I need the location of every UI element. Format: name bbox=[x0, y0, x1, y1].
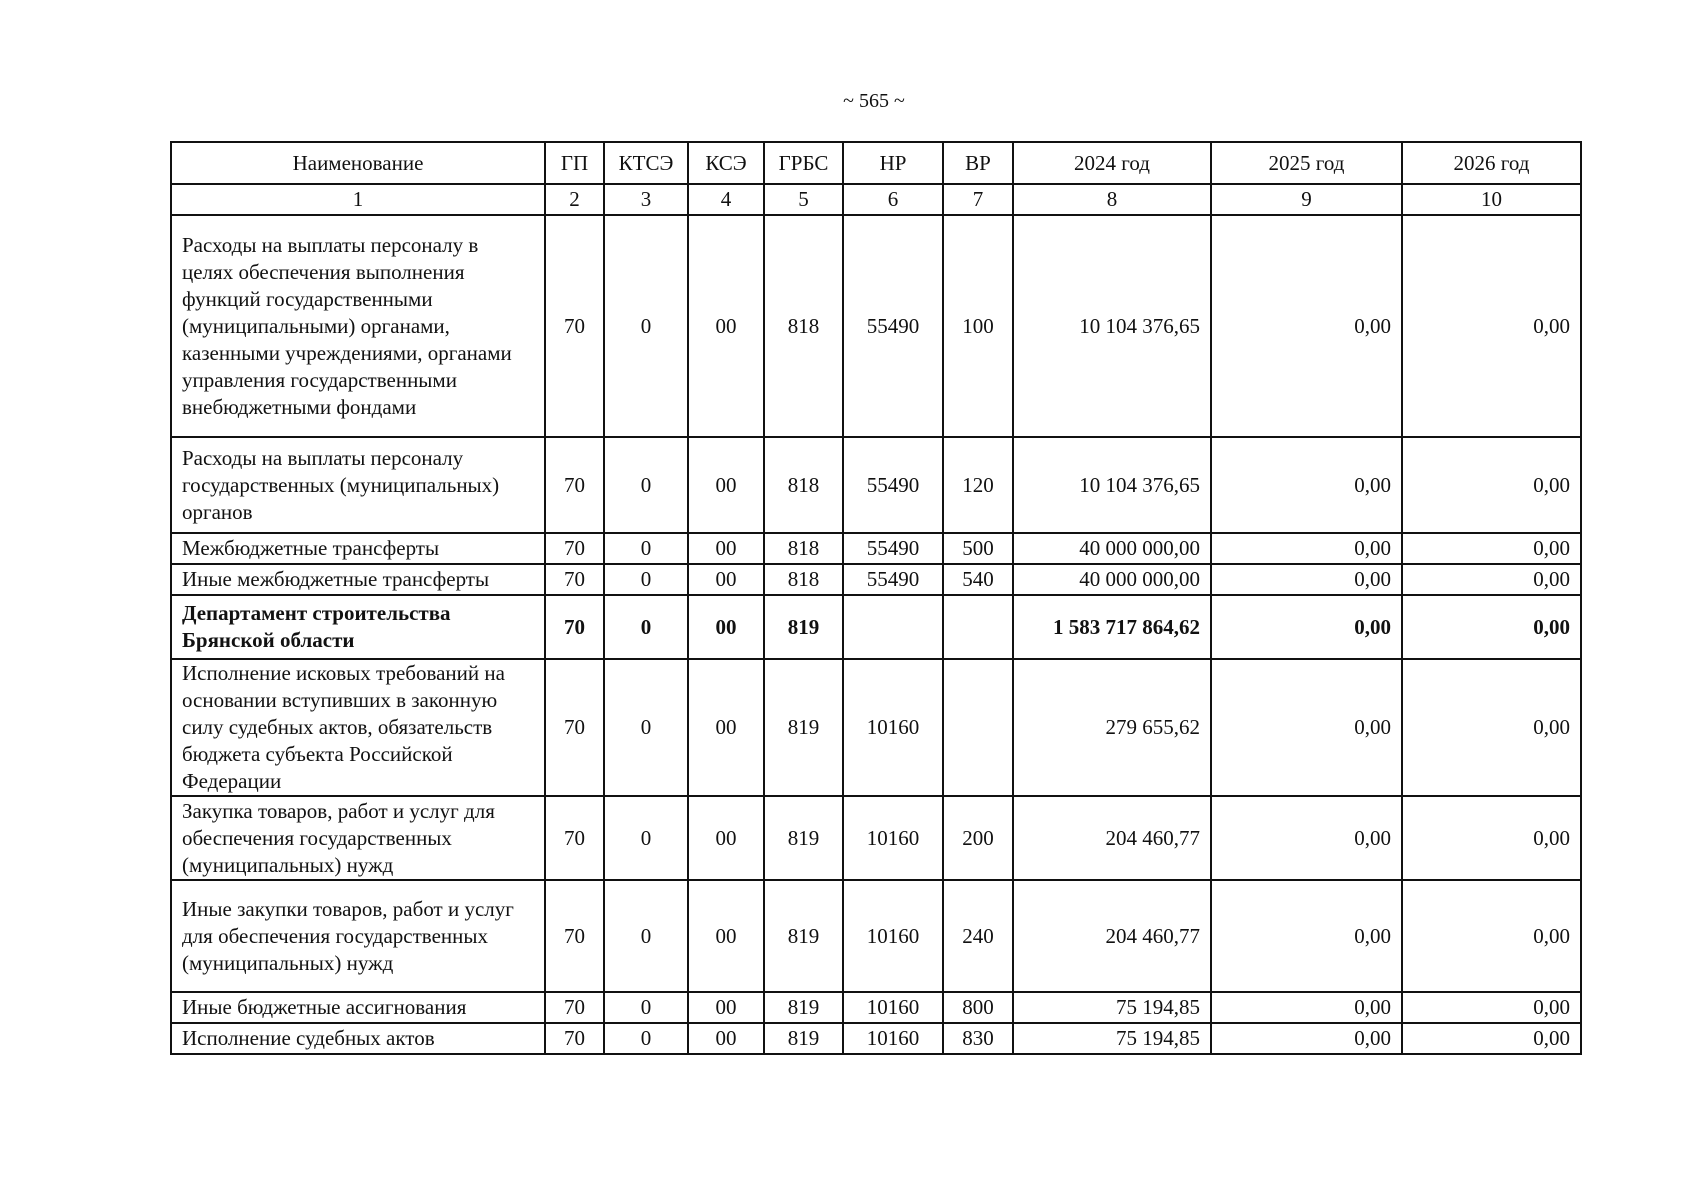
row-amount-2026: 0,00 bbox=[1402, 564, 1581, 595]
column-number: 3 bbox=[604, 184, 688, 215]
row-vr: 100 bbox=[943, 215, 1013, 437]
row-grbs: 819 bbox=[764, 1023, 843, 1054]
row-name: Иные бюджетные ассигнования bbox=[171, 992, 545, 1023]
table-row bbox=[171, 533, 1581, 564]
row-name: Расходы на выплаты персоналу в целях обеспечения выполнения функций государственными (муниципальными) органами, казенными учреждениями, органами управления государственными внебюджетными фондами bbox=[171, 215, 545, 437]
row-nr: 10160 bbox=[843, 880, 943, 992]
row-gp: 70 bbox=[545, 992, 604, 1023]
row-kse: 00 bbox=[688, 880, 764, 992]
row-grbs: 819 bbox=[764, 595, 843, 659]
header-ktse: КТСЭ bbox=[604, 142, 688, 184]
table-row bbox=[171, 564, 1581, 595]
row-amount-2026: 0,00 bbox=[1402, 595, 1581, 659]
row-amount-2025: 0,00 bbox=[1211, 659, 1402, 796]
row-amount-2024: 75 194,85 bbox=[1013, 1023, 1211, 1054]
row-gp: 70 bbox=[545, 215, 604, 437]
row-amount-2025: 0,00 bbox=[1211, 1023, 1402, 1054]
column-number: 5 bbox=[764, 184, 843, 215]
table-row bbox=[171, 992, 1581, 1023]
row-amount-2024: 75 194,85 bbox=[1013, 992, 1211, 1023]
row-amount-2026: 0,00 bbox=[1402, 659, 1581, 796]
row-amount-2026: 0,00 bbox=[1402, 437, 1581, 533]
row-nr: 10160 bbox=[843, 1023, 943, 1054]
row-vr: 830 bbox=[943, 1023, 1013, 1054]
row-vr: 500 bbox=[943, 533, 1013, 564]
row-ktse: 0 bbox=[604, 659, 688, 796]
header-gp: ГП bbox=[545, 142, 604, 184]
header-vr: ВР bbox=[943, 142, 1013, 184]
row-amount-2024: 40 000 000,00 bbox=[1013, 533, 1211, 564]
row-name: Исполнение судебных актов bbox=[171, 1023, 545, 1054]
row-vr: 200 bbox=[943, 796, 1013, 880]
row-ktse: 0 bbox=[604, 437, 688, 533]
row-ktse: 0 bbox=[604, 533, 688, 564]
row-grbs: 818 bbox=[764, 564, 843, 595]
row-amount-2026: 0,00 bbox=[1402, 992, 1581, 1023]
table-row bbox=[171, 215, 1581, 437]
row-name: Межбюджетные трансферты bbox=[171, 533, 545, 564]
row-name: Иные межбюджетные трансферты bbox=[171, 564, 545, 595]
row-amount-2025: 0,00 bbox=[1211, 564, 1402, 595]
row-amount-2025: 0,00 bbox=[1211, 992, 1402, 1023]
row-amount-2026: 0,00 bbox=[1402, 796, 1581, 880]
row-amount-2026: 0,00 bbox=[1402, 1023, 1581, 1054]
row-amount-2026: 0,00 bbox=[1402, 215, 1581, 437]
row-name: Исполнение исковых требований на основании вступивших в законную силу судебных актов, обязательств бюджета субъекта Российской Федерации bbox=[171, 659, 545, 796]
row-kse: 00 bbox=[688, 796, 764, 880]
table-row bbox=[171, 1023, 1581, 1054]
row-grbs: 819 bbox=[764, 796, 843, 880]
row-kse: 00 bbox=[688, 533, 764, 564]
row-amount-2025: 0,00 bbox=[1211, 796, 1402, 880]
row-grbs: 818 bbox=[764, 437, 843, 533]
row-amount-2025: 0,00 bbox=[1211, 215, 1402, 437]
table-body bbox=[171, 215, 1581, 1054]
row-vr: 540 bbox=[943, 564, 1013, 595]
row-amount-2024: 279 655,62 bbox=[1013, 659, 1211, 796]
header-nr: НР bbox=[843, 142, 943, 184]
table-row bbox=[171, 796, 1581, 880]
row-grbs: 818 bbox=[764, 215, 843, 437]
row-amount-2024: 204 460,77 bbox=[1013, 880, 1211, 992]
table-row bbox=[171, 437, 1581, 533]
header-grbs: ГРБС bbox=[764, 142, 843, 184]
column-number: 10 bbox=[1402, 184, 1581, 215]
row-amount-2026: 0,00 bbox=[1402, 880, 1581, 992]
page-number: ~ 565 ~ bbox=[843, 90, 905, 112]
column-number: 4 bbox=[688, 184, 764, 215]
row-gp: 70 bbox=[545, 659, 604, 796]
row-name: Иные закупки товаров, работ и услуг для обеспечения государственных (муниципальных) нужд bbox=[171, 880, 545, 992]
row-nr: 55490 bbox=[843, 533, 943, 564]
row-nr: 55490 bbox=[843, 215, 943, 437]
table-row bbox=[171, 880, 1581, 992]
row-name: Закупка товаров, работ и услуг для обеспечения государственных (муниципальных) нужд bbox=[171, 796, 545, 880]
row-amount-2025: 0,00 bbox=[1211, 880, 1402, 992]
row-vr: 120 bbox=[943, 437, 1013, 533]
row-kse: 00 bbox=[688, 595, 764, 659]
row-kse: 00 bbox=[688, 659, 764, 796]
row-kse: 00 bbox=[688, 992, 764, 1023]
row-nr: 10160 bbox=[843, 992, 943, 1023]
row-nr: 10160 bbox=[843, 796, 943, 880]
row-vr bbox=[943, 595, 1013, 659]
row-amount-2024: 1 583 717 864,62 bbox=[1013, 595, 1211, 659]
header-kse: КСЭ bbox=[688, 142, 764, 184]
row-kse: 00 bbox=[688, 1023, 764, 1054]
row-amount-2024: 10 104 376,65 bbox=[1013, 437, 1211, 533]
row-nr bbox=[843, 595, 943, 659]
column-number: 7 bbox=[943, 184, 1013, 215]
column-number: 8 bbox=[1013, 184, 1211, 215]
row-vr: 240 bbox=[943, 880, 1013, 992]
table-row-department bbox=[171, 595, 1581, 659]
header-2025: 2025 год bbox=[1211, 142, 1402, 184]
row-amount-2024: 40 000 000,00 bbox=[1013, 564, 1211, 595]
column-number: 2 bbox=[545, 184, 604, 215]
row-ktse: 0 bbox=[604, 595, 688, 659]
header-2026: 2026 год bbox=[1402, 142, 1581, 184]
row-vr bbox=[943, 659, 1013, 796]
row-kse: 00 bbox=[688, 437, 764, 533]
row-ktse: 0 bbox=[604, 880, 688, 992]
row-grbs: 819 bbox=[764, 992, 843, 1023]
row-kse: 00 bbox=[688, 215, 764, 437]
table-header bbox=[171, 142, 1581, 215]
row-amount-2024: 204 460,77 bbox=[1013, 796, 1211, 880]
row-gp: 70 bbox=[545, 796, 604, 880]
row-gp: 70 bbox=[545, 880, 604, 992]
row-ktse: 0 bbox=[604, 1023, 688, 1054]
row-grbs: 819 bbox=[764, 659, 843, 796]
row-nr: 10160 bbox=[843, 659, 943, 796]
row-amount-2025: 0,00 bbox=[1211, 595, 1402, 659]
row-grbs: 818 bbox=[764, 533, 843, 564]
row-nr: 55490 bbox=[843, 437, 943, 533]
row-amount-2024: 10 104 376,65 bbox=[1013, 215, 1211, 437]
row-name: Расходы на выплаты персоналу государственных (муниципальных) органов bbox=[171, 437, 545, 533]
row-amount-2025: 0,00 bbox=[1211, 437, 1402, 533]
row-gp: 70 bbox=[545, 564, 604, 595]
budget-table bbox=[170, 141, 1582, 1055]
row-name: Департамент строительства Брянской области bbox=[171, 595, 545, 659]
row-gp: 70 bbox=[545, 437, 604, 533]
row-ktse: 0 bbox=[604, 564, 688, 595]
header-name: Наименование bbox=[171, 142, 545, 184]
column-number-row bbox=[171, 184, 1581, 215]
row-gp: 70 bbox=[545, 533, 604, 564]
row-kse: 00 bbox=[688, 564, 764, 595]
row-amount-2025: 0,00 bbox=[1211, 533, 1402, 564]
column-number: 6 bbox=[843, 184, 943, 215]
row-gp: 70 bbox=[545, 595, 604, 659]
row-ktse: 0 bbox=[604, 215, 688, 437]
header-row bbox=[171, 142, 1581, 184]
header-2024: 2024 год bbox=[1013, 142, 1211, 184]
row-ktse: 0 bbox=[604, 796, 688, 880]
row-ktse: 0 bbox=[604, 992, 688, 1023]
row-nr: 55490 bbox=[843, 564, 943, 595]
row-vr: 800 bbox=[943, 992, 1013, 1023]
row-gp: 70 bbox=[545, 1023, 604, 1054]
row-grbs: 819 bbox=[764, 880, 843, 992]
column-number: 9 bbox=[1211, 184, 1402, 215]
table-row bbox=[171, 659, 1581, 796]
column-number: 1 bbox=[171, 184, 545, 215]
row-amount-2026: 0,00 bbox=[1402, 533, 1581, 564]
